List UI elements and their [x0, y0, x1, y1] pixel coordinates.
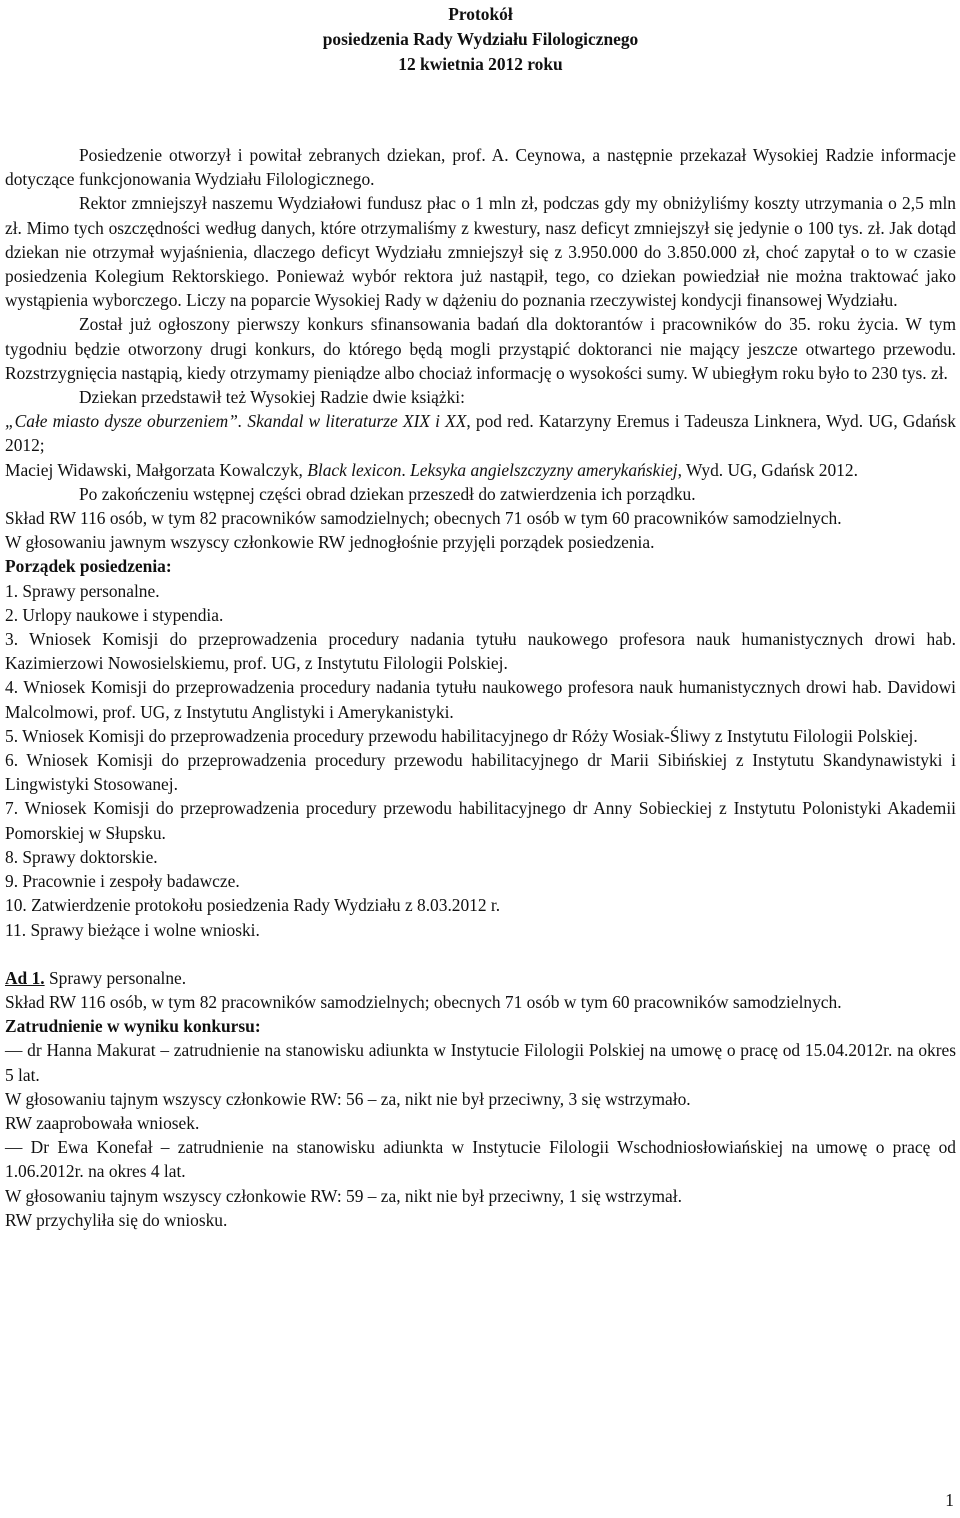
book-1-details: , pod red. Katarzyny Eremus i Tadeusza Linknera, Wyd. UG, Gdańsk 2012;: [5, 411, 957, 456]
agenda-item: 2. Urlopy naukowe i stypendia.: [5, 604, 224, 625]
agenda-item: 10. Zatwierdzenie protokołu posiedzenia Rady Wydziału z 8.03.2012 r.: [5, 895, 501, 916]
employment-entry-1: — dr Hanna Makurat – zatrudnienie na stanowisku adiunkta w Instytucie Filologii Polskiej na umowę o pracę od 15.04.2012r. na okres 5 lat.: [5, 1040, 956, 1085]
grants-paragraph: Został już ogłoszony pierwszy konkurs sfinansowania badań dla doktorantów i pracowników do 35. roku życia. W tym tygodniu będzie otworzony drugi konkurs, do którego będą mogli przystąpić doktoranci nie mający jeszcze otwartego przewodu. Rozstrzygnięcia nastąpią, kiedy otrzymamy pieniądze albo chociaż informację o wysokości sumy. W ubiegłym roku było to 230 tys. zł.: [5, 314, 956, 383]
employment-vote-1: W głosowaniu tajnym wszyscy członkowie RW: 56 – za, nikt nie był przeciwny, 3 się wstrzymało.: [5, 1088, 691, 1109]
agenda-item: 5. Wniosek Komisji do przeprowadzenia procedury przewodu habilitacyjnego dr Róży Wosiak-Śliwy z Instytutu Filologii Polskiej.: [5, 725, 918, 746]
agenda-heading: Porządek posiedzenia:: [5, 556, 172, 577]
title-line-protocol: Protokół: [448, 4, 513, 24]
agenda-list: [5, 579, 956, 942]
document-body: [5, 143, 956, 1232]
agenda-item: 4. Wniosek Komisji do przeprowadzenia procedury nadania tytułu naukowego profesora nauk humanistycznych drowi hab. Davidowi Malcolmowi, prof. UG, z Instytutu Anglistyki i Amerykanistyki.: [5, 677, 956, 722]
council-composition: Skład RW 116 osób, w tym 82 pracowników samodzielnych; obecnych 71 osób w tym 60 pracowników samodzielnych.: [5, 508, 842, 529]
book-2-separator: .: [401, 459, 411, 480]
agenda-item: 1. Sprawy personalne.: [5, 580, 160, 601]
agenda-item: 9. Pracownie i zespoły badawcze.: [5, 871, 240, 892]
book-1-title: „Całe miasto dysze oburzeniem”. Skandal w literaturze XIX i XX: [5, 411, 467, 432]
document-page: [5, 0, 956, 1232]
employment-result-1: RW zaaprobowała wniosek.: [5, 1112, 200, 1133]
book-2-details: , Wyd. UG, Gdańsk 2012.: [677, 459, 858, 480]
agenda-approval-intro: Po zakończeniu wstępnej części obrad dziekan przeszedł do zatwierdzenia ich porządku.: [79, 483, 696, 504]
intro-paragraph: Posiedzenie otworzył i powitał zebranych dziekan, prof. A. Ceynowa, a następnie przekazał Wysokiej Radzie informacje dotyczące funkcjonowania Wydziału Filologicznego.: [5, 145, 956, 190]
ad1-title: Sprawy personalne.: [44, 967, 187, 988]
employment-vote-2: W głosowaniu tajnym wszyscy członkowie RW: 59 – za, nikt nie był przeciwny, 1 się wstrzymał.: [5, 1185, 682, 1206]
document-title: [5, 2, 956, 77]
agenda-item: 7. Wniosek Komisji do przeprowadzenia procedury przewodu habilitacyjnego dr Anny Sobieckiej z Instytutu Polonistyki Akademii Pomorskiej w Słupsku.: [5, 798, 956, 843]
employment-heading: Zatrudnienie w wyniku konkursu:: [5, 1016, 261, 1037]
employment-result-2: RW przychyliła się do wniosku.: [5, 1209, 228, 1230]
agenda-item: 8. Sprawy doktorskie.: [5, 846, 158, 867]
ad1-heading: [5, 966, 956, 990]
finance-paragraph: Rektor zmniejszył naszemu Wydziałowi fundusz płac o 1 mln zł, podczas gdy my obniżyliśmy koszty utrzymania o 2,5 mln zł. Mimo tych oszczędności według danych, które otrzymaliśmy z kwestury, nasz deficyt zmniejszył się jedynie o 100 tys. zł. Jak dotąd dziekan nie otrzymał wyjaśnienia, dlaczego deficyt Wydziału zmniejszył się z 3.950.000 do 3.850.000 zł, choć zapytał o to w czasie posiedzenia Kolegium Rektorskiego. Ponieważ wybór rektora już nastąpił, tego, co dziekan powiedział nie można traktować jako wystąpienia wyborczego. Liczy na poparcie Wysokiej Rady w dążeniu do poznania rzeczywistej kondycji finansowej Wydziału.: [5, 193, 956, 311]
title-line-meeting: posiedzenia Rady Wydziału Filologicznego: [322, 29, 639, 49]
books-intro: Dziekan przedstawił też Wysokiej Radzie dwie książki:: [79, 387, 465, 408]
title-line-date: 12 kwietnia 2012 roku: [398, 54, 563, 74]
book-entry-1: [5, 409, 956, 457]
page-number: 1: [945, 1490, 954, 1510]
book-2-title-b: Leksyka angielszczyzny amerykańskiej: [410, 459, 678, 480]
agenda-item: 3. Wniosek Komisji do przeprowadzenia procedury nadania tytułu naukowego profesora nauk humanistycznych drowi hab. Kazimierzowi Nowosielskiemu, prof. UG, z Instytutu Filologii Polskiej.: [5, 629, 956, 674]
book-2-title-a: Black lexicon: [307, 459, 402, 480]
book-entry-2: [5, 458, 956, 482]
ad1-composition: Skład RW 116 osób, w tym 82 pracowników samodzielnych; obecnych 71 osób w tym 60 pracowników samodzielnych.: [5, 991, 842, 1012]
ad1-label: Ad 1.: [5, 967, 45, 988]
book-2-authors: Maciej Widawski, Małgorzata Kowalczyk,: [5, 459, 308, 480]
agenda-item: 6. Wniosek Komisji do przeprowadzenia procedury przewodu habilitacyjnego dr Marii Sibińskiej z Instytutu Skandynawistyki i Lingwistyki Stosowanej.: [5, 750, 956, 795]
agenda-vote: W głosowaniu jawnym wszyscy członkowie RW jednogłośnie przyjęli porządek posiedzenia.: [5, 532, 655, 553]
employment-entry-2: — Dr Ewa Konefał – zatrudnienie na stanowisku adiunkta w Instytucie Filologii Wschodniosłowiańskiej na umowę o pracę od 1.06.2012r. na okres 4 lat.: [5, 1137, 956, 1182]
agenda-item: 11. Sprawy bieżące i wolne wnioski.: [5, 919, 260, 940]
